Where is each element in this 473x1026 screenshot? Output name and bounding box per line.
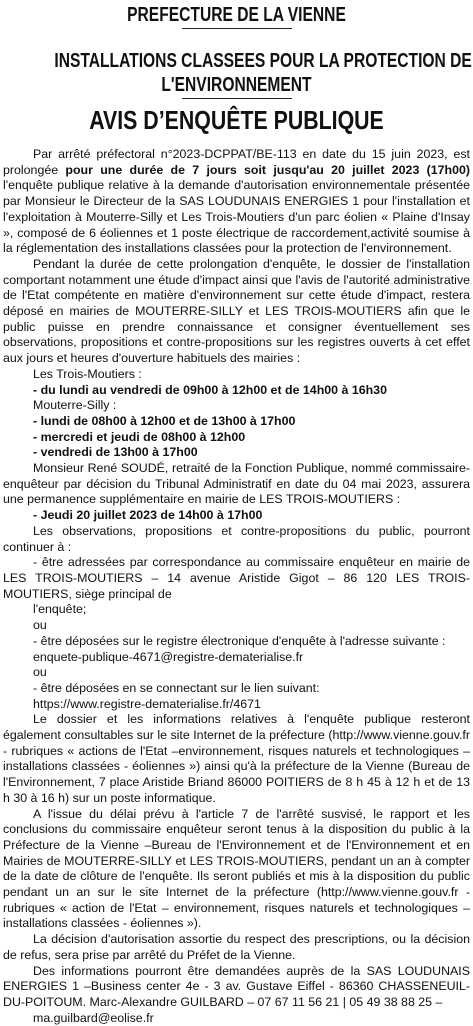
extension-date: pour une durée de 7 jours soit jusqu'au 20 juillet 2023 (17h00) xyxy=(65,162,471,177)
text: Par arrêté préfectoral n°2023-DCPPAT/BE-113 en date du 15 juin 2023, est prolongée xyxy=(3,147,470,177)
divider xyxy=(182,98,292,99)
option-correspondence-end: l'enquête; xyxy=(33,602,87,617)
permanence-date: - Jeudi 20 juillet 2023 de 14h00 à 17h00 xyxy=(33,508,263,523)
text: l'enquête publique relative à la demande d'autorisation environnementale présentée par Monsieur le Directeur de la SAS LOUDUNAIS ENERGIES 1 pour l'installation et l'exploitation à Mouterre-Silly et Les Trois-Moutiers d'un parc éolien « Plaine d'Insay », composé de 6 éoliennes et 1 poste électrique de raccordement,activité soumise à la réglementation des installations classées pour la protection de l'environnement. xyxy=(3,178,470,256)
divider xyxy=(182,28,292,29)
paragraph-decision: La décision d'autorisation assortie du respect des prescriptions, ou la décision de refus, sera prise par arrêté du Préfet de la Vienne. xyxy=(3,932,470,962)
notice-title: AVIS D’ENQUÊTE PUBLIQUE xyxy=(89,105,384,135)
category-title-line-2: L'ENVIRONNEMENT xyxy=(161,74,312,96)
paragraph-dossier: Pendant la durée de cette prolongation d'enquête, le dossier de l'installation comportant notamment une étude d'impact ainsi que l'avis de l'autorité administrative de l'Etat compétente en matière d'environnement sur cette étude d'impact, restera déposé en mairies de MOUTERRE-SILLY et LES TROIS-MOUTIERS afin que le public puisse en prendre connaissance et consigner éventuellement ses observations, propositions et contre-propositions sur les registres ouverts à cet effet aux jours et heures d'ouverture habituels des mairies : xyxy=(3,256,470,366)
option-correspondence: - être adressées par correspondance au commissaire enquêteur en mairie de LES TROIS-MOUTIERS – 14 avenue Aristide Gigot – 86 120 LES TROIS-MOUTIERS, siège principal de xyxy=(3,555,470,601)
paragraph-commissioner: Monsieur René SOUDÉ, retraité de la Fonction Publique, nommé commissaire-enquêteur par décision du Tribunal Administratif en date du 04 mai 2023, assurera une permanence supplémentaire en mairie de LES TROIS-MOUTIERS : xyxy=(3,461,470,507)
hours-les-trois-moutiers: - du lundi au vendredi de 09h00 à 12h00 et de 14h00 à 16h30 xyxy=(33,382,387,397)
register-url-link[interactable]: https://www.registre-dematerialise.fr/4671 xyxy=(33,696,261,711)
hours-mouterre-friday: - vendredi de 13h00 à 17h00 xyxy=(33,445,198,460)
hours-mouterre-monday: - lundi de 08h00 à 12h00 et de 13h00 à 17h00 xyxy=(33,413,296,428)
town-label-les-trois-moutiers: Les Trois-Moutiers : xyxy=(33,366,142,381)
prefecture-title: PREFECTURE DE LA VIENNE xyxy=(127,4,346,26)
paragraph-consultation: Le dossier et les informations relatives à l'enquête publique resteront également consultables sur le site Internet de la préfecture (http://www.vienne.gouv.fr - rubriques « actions de l'Etat –environnement, risques naturels et technologiques – installations classées - éoliennes ») ainsi qu'à la préfecture de la Vienne (Bureau de l'Environnement, 7 place Aristide Briand 86000 POITIERS de 8 h 45 à 12 h et de 13 h 30 à 16 h) sur un poste informatique. xyxy=(3,712,470,805)
paragraph-extension xyxy=(3,147,470,257)
paragraph-contact: Des informations pourront être demandées auprès de la SAS LOUDUNAIS ENERGIES 1 –Business center 4e - 3 av. Gustave Eiffel - 86360 CHASSENEUIL-DU-POITOUM. Marc-Alexandre GUILBARD – 07 67 11 56 21 | 05 49 38 88 25 – xyxy=(3,963,470,1009)
register-email-link[interactable]: enquete-publique-4671@registre-dematerialise.fr xyxy=(33,649,304,664)
or-separator: ou xyxy=(33,618,47,633)
paragraph-report: A l'issue du délai prévu à l'article 7 de l'arrêté susvisé, le rapport et les conclusions du commissaire enquêteur seront tenus à la disposition du public à la Préfecture de la Vienne –Bureau de l'Environnement et de l'Environnement et en Mairies de MOUTERRE-SILLY et LES TROIS-MOUTIERS, pendant un an à compter de la date de clôture de l'enquête. Ils seront publiés et mis à la disposition du public pendant un an sur le site Internet de la préfecture (http://www.vienne.gouv.fr - rubriques « action de l'Etat – environnement, risques naturels et technologiques – installations classées - éoliennes »). xyxy=(3,806,470,931)
or-separator: ou xyxy=(33,665,47,680)
notice-body xyxy=(3,147,470,1026)
option-online-link: - être déposées en se connectant sur le lien suivant: xyxy=(33,680,320,695)
option-electronic-register: - être déposées sur le registre électronique d'enquête à l'adresse suivante : xyxy=(33,633,446,648)
hours-mouterre-wed-thu: - mercredi et jeudi de 08h00 à 12h00 xyxy=(33,429,246,444)
category-title-line-1: INSTALLATIONS CLASSEES POUR LA PROTECTION DE xyxy=(54,50,472,72)
town-label-mouterre-silly: Mouterre-Silly : xyxy=(33,398,117,413)
contact-email-link[interactable]: ma.guilbard@eolise.fr xyxy=(33,1010,154,1025)
paragraph-observations: Les observations, propositions et contre-propositions du public, pourront continuer à : xyxy=(3,523,470,554)
